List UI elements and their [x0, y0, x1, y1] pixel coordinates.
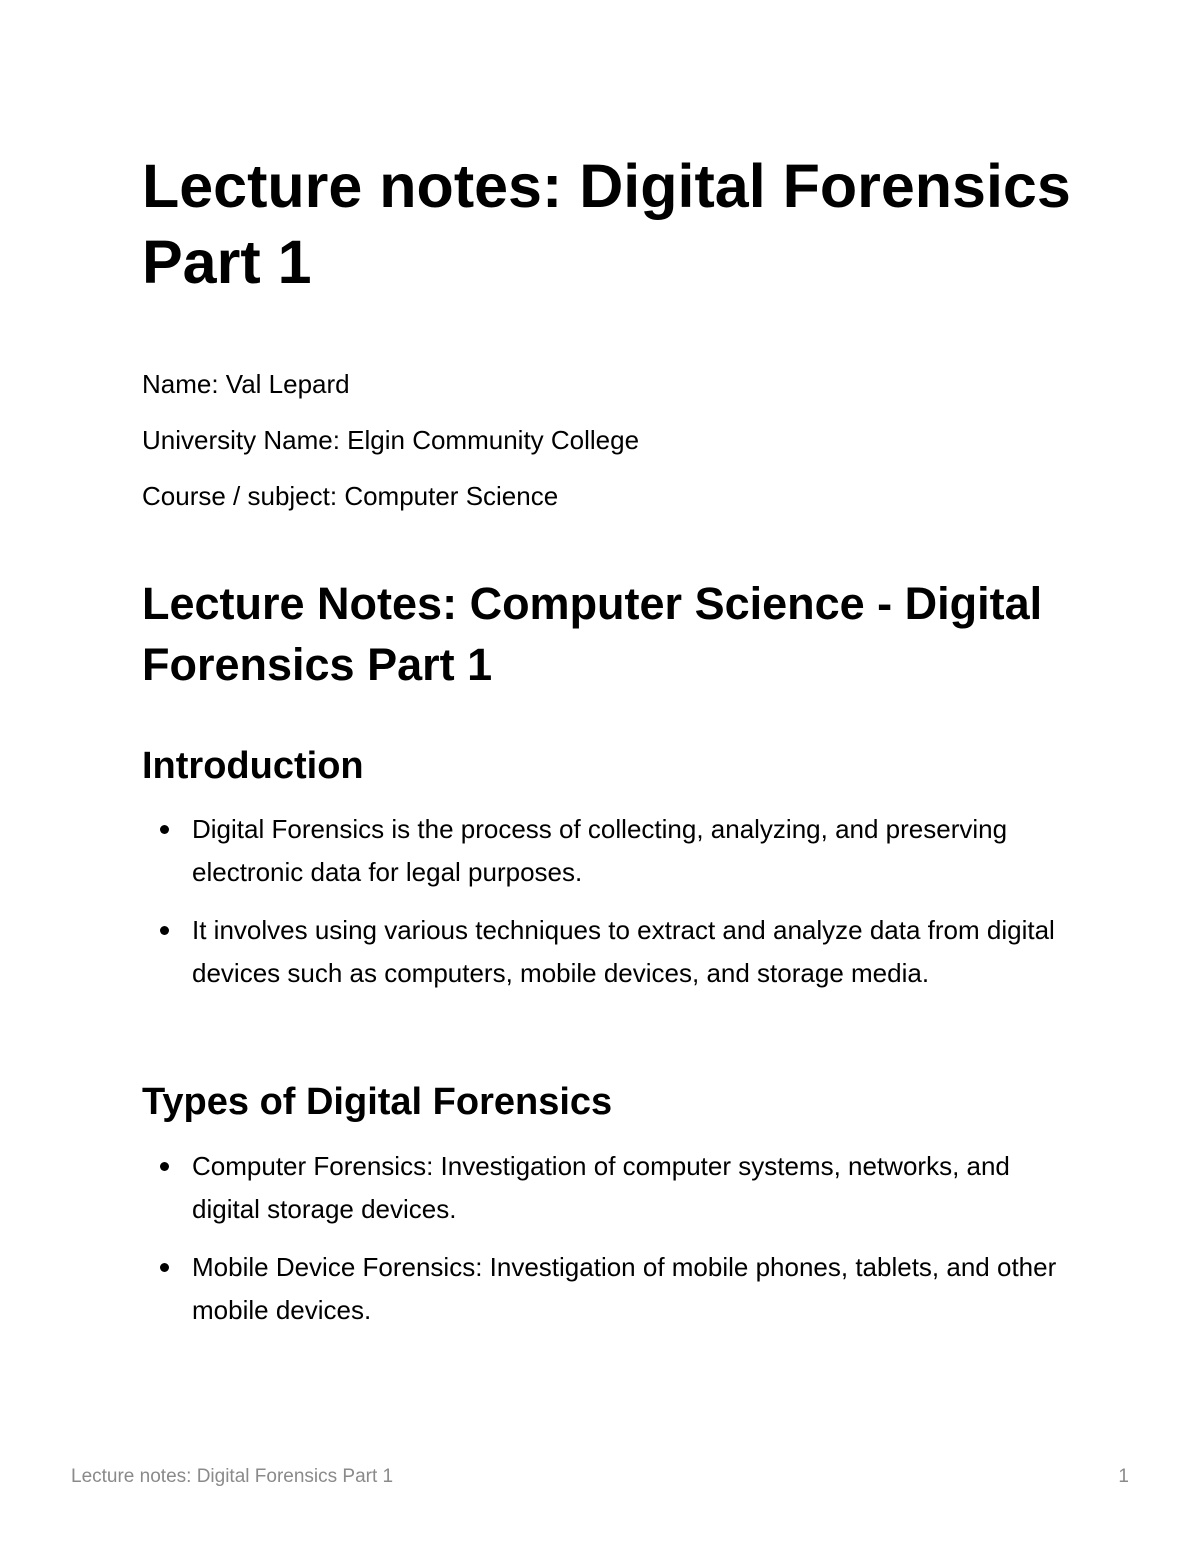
document-subtitle: Lecture Notes: Computer Science - Digital Forensics Part 1: [142, 578, 1043, 690]
list-item-text: It involves using various techniques to extract and analyze data from digital devices such as computers, mobile devices, and storage media.: [192, 915, 1055, 988]
list-item-text: Mobile Device Forensics: Investigation of mobile phones, tablets, and other mobile devices.: [192, 1252, 1057, 1325]
list-item-text: Computer Forensics: Investigation of computer systems, networks, and digital storage devices.: [192, 1151, 1010, 1224]
introduction-list: [142, 808, 1072, 995]
author-name: Name: Val Lepard: [142, 369, 350, 399]
types-list: [142, 1145, 1072, 1332]
bullet-icon: [160, 1263, 169, 1272]
list-item: [142, 909, 1072, 995]
list-item: [142, 808, 1072, 894]
course-subject: Course / subject: Computer Science: [142, 481, 559, 511]
bullet-icon: [160, 1162, 169, 1171]
section-heading-types: Types of Digital Forensics: [142, 1081, 613, 1123]
page-number: 1: [1118, 1466, 1129, 1487]
section-heading-introduction: Introduction: [142, 745, 364, 787]
list-item-text: Digital Forensics is the process of collecting, analyzing, and preserving electronic data for legal purposes.: [192, 814, 1008, 887]
list-item: [142, 1246, 1072, 1332]
bullet-icon: [160, 926, 169, 935]
document-title: Lecture notes: Digital Forensics Part 1: [142, 152, 1071, 296]
bullet-icon: [160, 825, 169, 834]
footer-title: Lecture notes: Digital Forensics Part 1: [71, 1466, 394, 1487]
list-item: [142, 1145, 1072, 1231]
university-name: University Name: Elgin Community College: [142, 425, 640, 455]
